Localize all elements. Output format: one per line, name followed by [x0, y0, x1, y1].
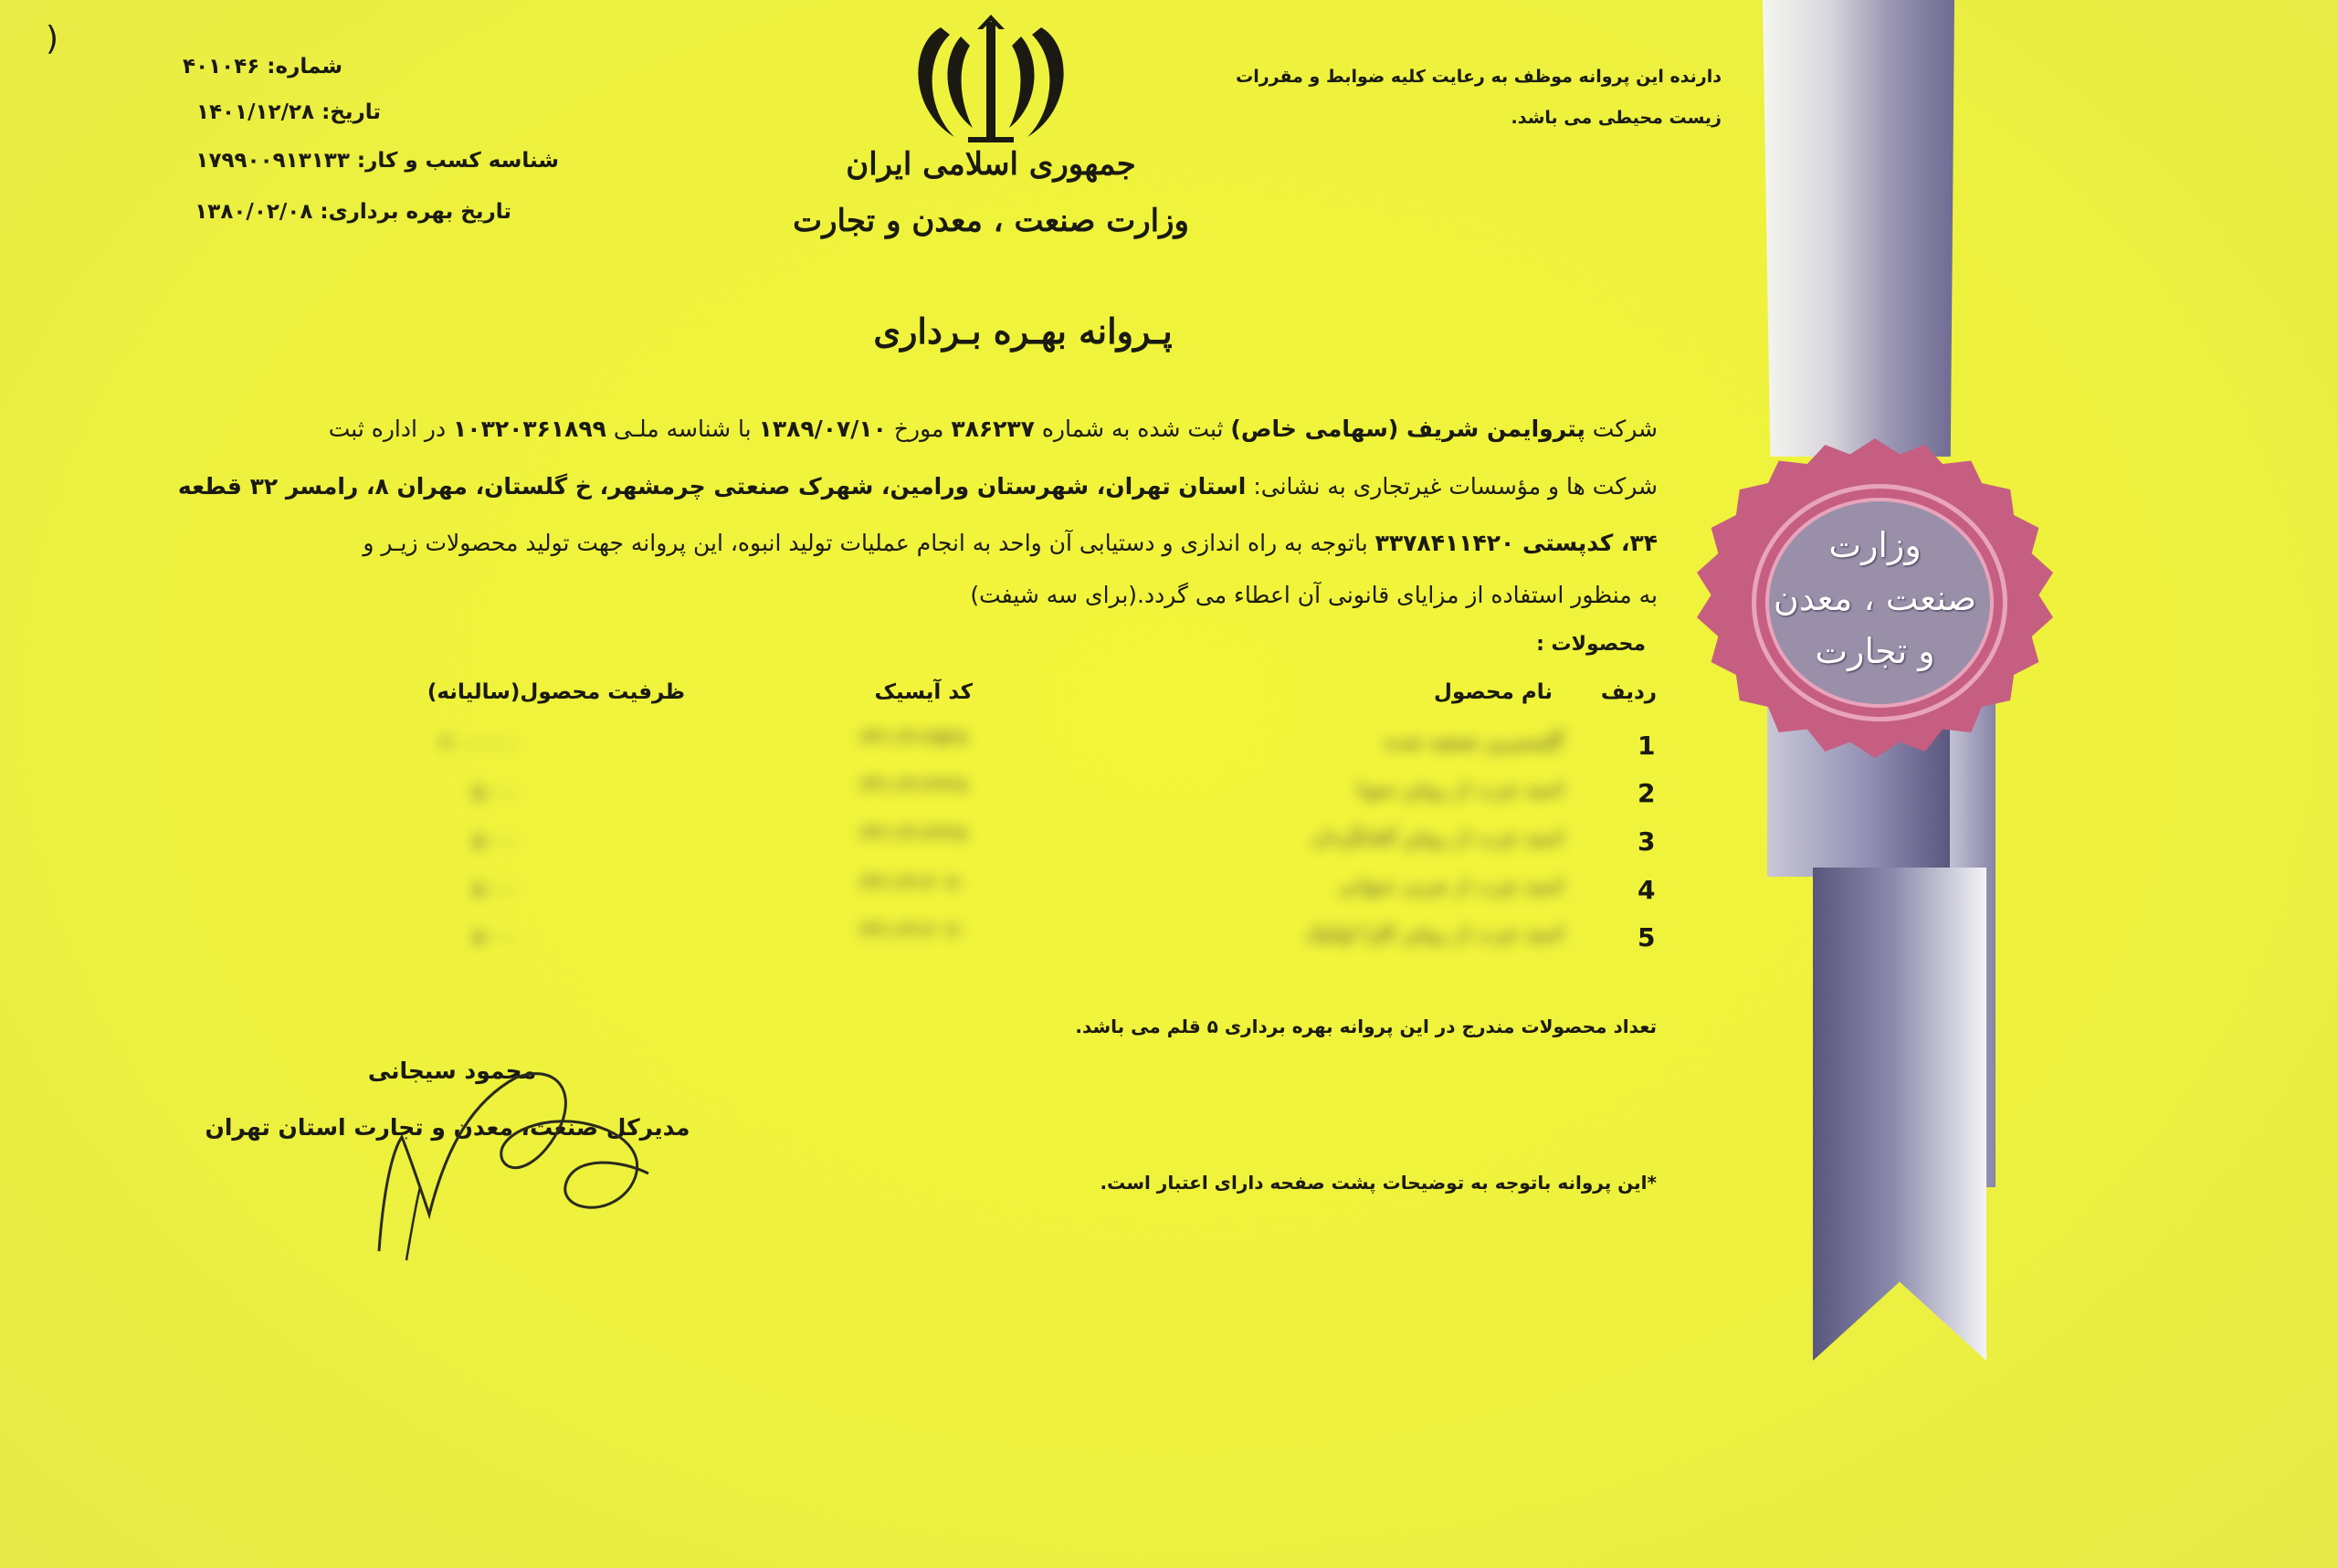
capacity-value: ۵۰۰۰	[472, 830, 516, 853]
capacity-value: ۵۰۰۰	[472, 782, 516, 805]
corner-mark: (	[46, 20, 59, 58]
seal-line-3: و تجارت	[1815, 631, 1935, 671]
col-row: ردیف	[1600, 680, 1657, 704]
product-name: گلیسیرین تصفیه شده	[1385, 731, 1564, 753]
row-number: 5	[1638, 922, 1656, 952]
row-number: 2	[1638, 778, 1656, 808]
capacity-value: ۲۰۰۰۰۰۰	[440, 732, 516, 755]
country-name: جمهوری اسلامی ایران	[846, 146, 1136, 183]
ministry-name: وزارت صنعت ، معدن و تجارت	[793, 203, 1189, 239]
col-capacity: ظرفیت محصول(سالیانه)	[427, 680, 685, 704]
registration-date: ۱۳۸۹/۰۷/۱۰	[758, 416, 887, 442]
body-text: ثبت شده به شماره	[1034, 416, 1231, 442]
col-name: نام محصول	[1434, 680, 1553, 704]
body-line-1	[329, 416, 1658, 442]
body-text: با شناسه ملـی	[606, 416, 759, 442]
product-name: اسید چرب از روغن سویا	[1356, 778, 1564, 801]
number-value: ۴۰۱۰۴۶	[183, 55, 260, 79]
row-number: 1	[1638, 731, 1656, 761]
date-label: تاریخ:	[321, 100, 381, 124]
exploitation-date-value: ۱۳۸۰/۰۲/۰۸	[195, 200, 313, 224]
capacity-value: ۵۰۰۰	[472, 926, 516, 949]
row-number: 4	[1638, 875, 1656, 905]
exploitation-date-label: تاریخ بهره برداری:	[320, 200, 511, 224]
body-text: شرکت ها و مؤسسات غیرتجاری به نشانی:	[1246, 473, 1658, 500]
ribbon-top	[1763, 0, 1954, 457]
seal-line-1: وزارت	[1828, 525, 1922, 565]
isic-code: ۲۴۱۱۴۱۲۵۲۸	[859, 727, 968, 750]
exploitation-date-field	[195, 200, 511, 224]
seal-line-2: صنعت ، معدن	[1773, 578, 1977, 618]
postal-code: ۳۴، کدپستی ۳۳۷۸۴۱۱۴۲۰	[1374, 530, 1658, 556]
company-name: پترو‌ایمن شریف (سهامی خاص)	[1230, 416, 1585, 442]
capacity-value: ۵۰۰۰	[472, 879, 516, 901]
date-field	[196, 100, 381, 124]
body-text: باتوجه به راه اندازی و دستیابی آن واحد به انجام عملیات تولید انبوه، این پروانه جهت تولید محصولات زیـر و	[363, 530, 1375, 556]
iran-emblem-icon	[904, 9, 1078, 146]
certificate-title: پـروانه بهـره بـرداری	[873, 310, 1173, 352]
notice-line-1: دارنده این پروانه موظف به رعایت کلیه ضوابط و مقررات	[1236, 67, 1722, 87]
body-line-3	[363, 530, 1658, 556]
ribbon-tail	[1813, 868, 1986, 1361]
col-isic: کد آیسیک	[874, 680, 973, 704]
product-name: اسید چرب از روغن آفتابگردان	[1311, 826, 1564, 849]
product-name: اسید چرب از چربی حیوانی	[1338, 875, 1564, 898]
signatory-name: محمود سیجانی	[367, 1058, 537, 1084]
row-number: 3	[1638, 826, 1656, 857]
products-heading: محصولات :	[1536, 633, 1646, 656]
date-value: ۱۴۰۱/۱۲/۲۸	[195, 100, 315, 124]
company-address: استان تهران، شهرستان ورامین، شهرک صنعتی چرمشهر، خ گلستان، مهران ۸، رامسر ۳۲ قطعه	[177, 473, 1247, 500]
body-text: شرکت	[1585, 416, 1658, 442]
isic-code: ۲۴۱۱۴۱۲۲۲۸	[859, 823, 968, 846]
validity-footnote: *این پروانه باتوجه به توضیحات پشت صفحه دارای اعتبار است.	[1100, 1172, 1657, 1194]
number-field	[183, 55, 342, 79]
body-line-2	[178, 473, 1658, 500]
body-line-4: به منظور استفاده از مزایای قانونی آن اعطاء می گردد.(برای سه شیفت)	[970, 582, 1658, 608]
body-text: مورخ	[886, 416, 952, 442]
signature-icon	[356, 1050, 685, 1269]
body-text: در اداره ثبت	[328, 416, 454, 442]
signatory-title: مدیرکل صنعت، معدن و تجارت استان تهران	[205, 1114, 690, 1141]
isic-code: ۲۴۱۱۴۱۲۲۲۸	[859, 774, 968, 797]
business-id-field	[195, 149, 559, 173]
business-id-value: ۱۷۹۹۰۰۹۱۳۱۳۳	[195, 149, 350, 173]
business-id-label: شناسه کسب و کار:	[356, 149, 559, 173]
seal-text	[1752, 484, 1998, 712]
product-count-note: تعداد محصولات مندرج در این پروانه بهره برداری ۵ قلم می باشد.	[1075, 1016, 1657, 1037]
isic-code: ۲۴۱۱۴۱۲۰۷۰	[859, 872, 968, 895]
national-id: ۱۰۳۲۰۳۶۱۸۹۹	[453, 416, 606, 442]
notice-line-2: زیست محیطی می باشد.	[1511, 108, 1722, 128]
product-name: اسید چرب از روغن کلزا اولئیک	[1305, 922, 1564, 945]
number-label: شماره:	[267, 55, 342, 79]
registration-number: ۳۸۶۲۳۷	[951, 416, 1035, 442]
isic-code: ۲۴۱۱۴۱۲۰۷۰	[859, 920, 968, 942]
